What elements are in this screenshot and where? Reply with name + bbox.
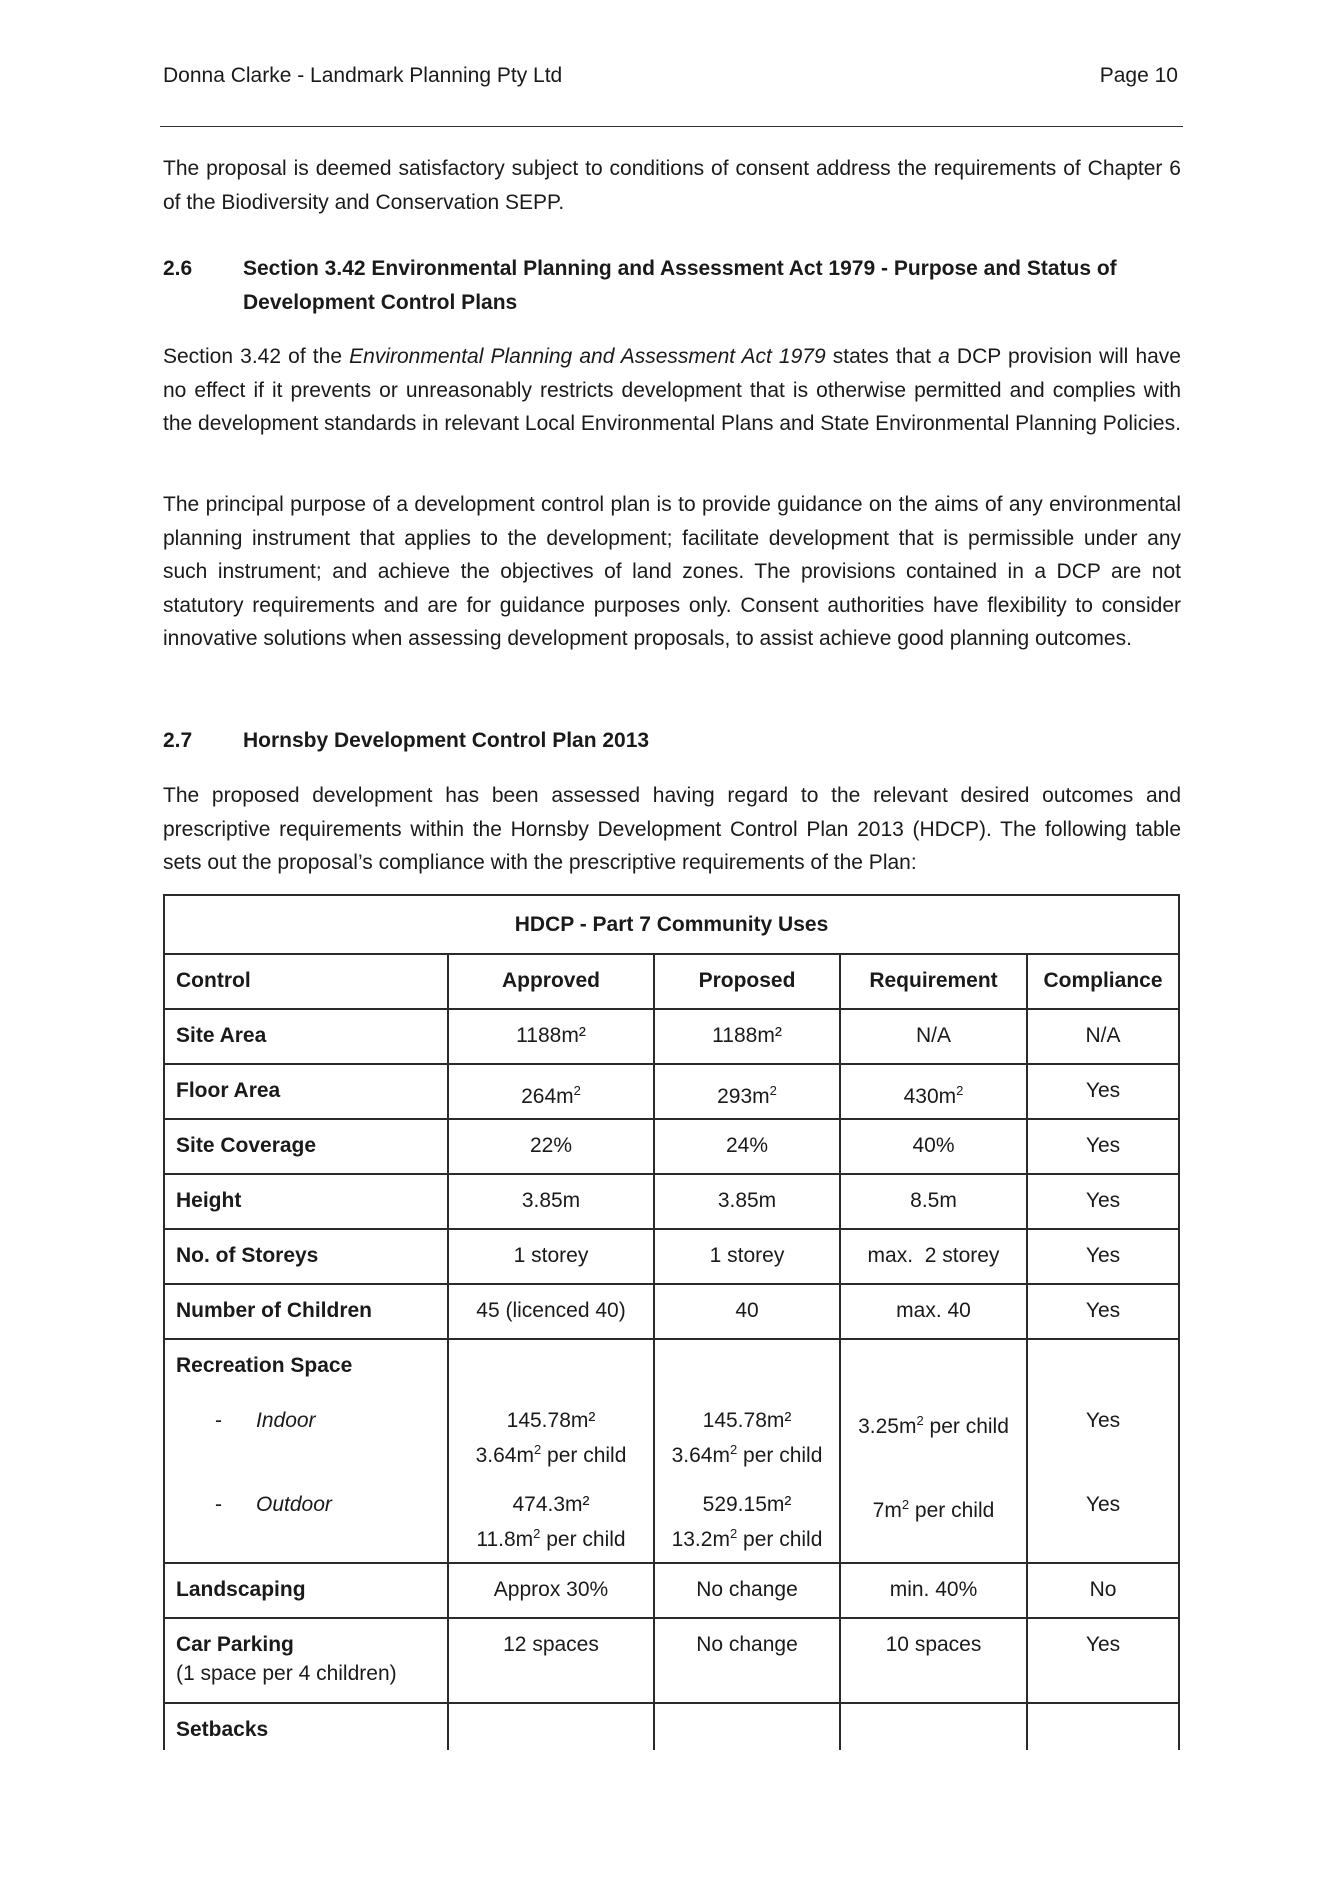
unit: per child bbox=[540, 1528, 626, 1551]
list-dash: - bbox=[215, 1493, 222, 1516]
text-run: Section 3.42 of the bbox=[163, 345, 350, 368]
cell-proposed bbox=[655, 1406, 839, 1470]
row-label-landscaping: Landscaping bbox=[176, 1578, 306, 1601]
cell-compliance: Yes bbox=[1085, 1079, 1121, 1102]
cell-requirement: min. 40% bbox=[889, 1578, 978, 1601]
superscript: 2 bbox=[533, 1526, 541, 1541]
section-2-7-paragraph: The proposed development has been assessed having regard to the relevant desired outcomes and prescriptive requirements within the Hornsby Development Control Plan 2013 (HDCP). The following table sets out the proposal’s compliance with the prescriptive requirements of the Plan: bbox=[163, 784, 1181, 874]
cell-compliance: Yes bbox=[1085, 1409, 1121, 1432]
superscript: 2 bbox=[533, 1442, 542, 1457]
cell-compliance: Yes bbox=[1085, 1189, 1121, 1212]
row-label-number-of-children: Number of Children bbox=[176, 1299, 373, 1322]
table-border bbox=[163, 894, 1180, 896]
table-border bbox=[1178, 894, 1180, 1750]
column-header-compliance: Compliance bbox=[1043, 969, 1163, 992]
unit: per child bbox=[737, 1444, 823, 1467]
hdcp-compliance-table bbox=[163, 894, 1180, 1750]
text-run: states that bbox=[825, 345, 939, 368]
cell-compliance: Yes bbox=[1085, 1493, 1121, 1516]
table-border bbox=[163, 894, 165, 1750]
cell-requirement: 10 spaces bbox=[885, 1633, 982, 1656]
label: Car Parking bbox=[176, 1633, 294, 1656]
cell-approved bbox=[449, 1490, 653, 1554]
superscript: 2 bbox=[729, 1526, 738, 1541]
cell-approved bbox=[449, 1406, 653, 1470]
cell-proposed: 1188m² bbox=[712, 1024, 782, 1047]
row-label-setbacks: Setbacks bbox=[176, 1718, 269, 1741]
cell-proposed: No change bbox=[696, 1633, 798, 1656]
value: 3.25m bbox=[858, 1415, 917, 1438]
value: 3.64m bbox=[671, 1444, 730, 1467]
cell-approved: 22% bbox=[529, 1134, 573, 1157]
superscript: 2 bbox=[573, 1083, 581, 1098]
cell-proposed: 40 bbox=[735, 1299, 759, 1322]
unit: per child bbox=[923, 1415, 1009, 1438]
sub-label-outdoor: Outdoor bbox=[256, 1493, 332, 1516]
intro-paragraph: The proposal is deemed satisfactory subject to conditions of consent address the requirements of Chapter 6 of the Biodiversity and Conservation SEPP. bbox=[163, 157, 1181, 214]
row-label-height: Height bbox=[176, 1189, 242, 1212]
section-number: 2.6 bbox=[163, 257, 193, 280]
column-header-requirement: Requirement bbox=[869, 969, 998, 992]
cell-proposed: 3.85m bbox=[717, 1189, 777, 1212]
section-number: 2.7 bbox=[163, 729, 193, 752]
value: 293m bbox=[717, 1085, 770, 1108]
value: 474.3m² bbox=[512, 1493, 590, 1516]
cell-compliance: N/A bbox=[1085, 1024, 1121, 1047]
column-header-control: Control bbox=[176, 969, 251, 992]
section-heading-2-7 bbox=[163, 724, 1181, 758]
cell-requirement: 40% bbox=[912, 1134, 955, 1157]
value: 11.8m bbox=[476, 1528, 534, 1551]
value-per-child bbox=[449, 1435, 653, 1470]
cell-proposed: 24% bbox=[725, 1134, 769, 1157]
cell-requirement: N/A bbox=[915, 1024, 951, 1047]
value: 3.64m bbox=[475, 1444, 534, 1467]
cell-approved: 1188m² bbox=[516, 1024, 586, 1047]
value: 529.15m² bbox=[702, 1493, 792, 1516]
cell-approved: 45 (licenced 40) bbox=[476, 1299, 626, 1322]
unit: per child bbox=[541, 1444, 627, 1467]
section-title: Hornsby Development Control Plan 2013 bbox=[243, 729, 650, 752]
sub-label-indoor: Indoor bbox=[256, 1409, 316, 1432]
value: 264m bbox=[521, 1085, 574, 1108]
text-run-italic: a bbox=[938, 345, 950, 368]
row-label-car-parking bbox=[176, 1630, 397, 1688]
superscript: 2 bbox=[956, 1083, 964, 1098]
section-2-6-paragraph-2: The principal purpose of a development control plan is to provide guidance on the aims of any environmental planning instrument that applies to the development; facilitate development that is permissible under any such instrument; and achieve the objectives of land zones. The provisions contained in a DCP are not statutory requirements and are for guidance purposes only. Consent authorities have flexibility to consider innovative solutions when assessing development proposals, to assist achieve good planning outcomes. bbox=[163, 493, 1181, 650]
cell-compliance: Yes bbox=[1085, 1299, 1121, 1322]
cell-compliance: No bbox=[1089, 1578, 1117, 1601]
header-author: Donna Clarke - Landmark Planning Pty Ltd bbox=[163, 64, 563, 87]
value: 7m bbox=[872, 1499, 902, 1522]
cell-compliance: Yes bbox=[1085, 1244, 1121, 1267]
header-rule bbox=[160, 126, 1183, 127]
page-number: Page 10 bbox=[1099, 64, 1178, 87]
cell-approved: 1 storey bbox=[513, 1244, 589, 1267]
cell-approved: 3.85m bbox=[521, 1189, 581, 1212]
cell-proposed bbox=[655, 1490, 839, 1554]
value-per-child bbox=[655, 1519, 839, 1554]
section-2-6-paragraph-1 bbox=[163, 340, 1181, 441]
value: 145.78m² bbox=[506, 1409, 596, 1432]
table-title: HDCP - Part 7 Community Uses bbox=[514, 913, 829, 936]
row-label-floor-area: Floor Area bbox=[176, 1079, 281, 1102]
superscript: 2 bbox=[769, 1083, 777, 1098]
section-title: Section 3.42 Environmental Planning and Assessment Act 1979 - Purpose and Status of Development Control Plans bbox=[243, 257, 1117, 314]
sublabel: (1 space per 4 children) bbox=[176, 1662, 397, 1685]
cell-compliance: Yes bbox=[1085, 1134, 1121, 1157]
cell-proposed: No change bbox=[696, 1578, 798, 1601]
value: 13.2m bbox=[671, 1528, 730, 1551]
row-label-site-coverage: Site Coverage bbox=[176, 1134, 317, 1157]
column-header-approved: Approved bbox=[501, 969, 600, 992]
cell-requirement bbox=[841, 1406, 1026, 1441]
cell-approved: Approx 30% bbox=[493, 1578, 609, 1601]
superscript: 2 bbox=[916, 1413, 924, 1428]
cell-requirement: max. 2 storey bbox=[867, 1244, 1000, 1267]
column-header-proposed: Proposed bbox=[698, 969, 796, 992]
value-per-child bbox=[449, 1519, 653, 1554]
superscript: 2 bbox=[729, 1442, 738, 1457]
cell-proposed bbox=[655, 1076, 839, 1111]
value: 430m bbox=[903, 1085, 957, 1108]
cell-requirement: max. 40 bbox=[896, 1299, 971, 1322]
cell-proposed: 1 storey bbox=[709, 1244, 785, 1267]
text-run: DCP provision will have no effect if it prevents or unreasonably restricts development that is otherwise permitted and complies with the development standards in relevant Local Environmental Plans and State Environmental Planning Policies. bbox=[163, 345, 1181, 435]
section-heading-2-6 bbox=[163, 252, 1181, 322]
cell-requirement: 8.5m bbox=[910, 1189, 957, 1212]
list-dash: - bbox=[215, 1409, 222, 1432]
unit: per child bbox=[737, 1528, 823, 1551]
cell-compliance: Yes bbox=[1085, 1633, 1121, 1656]
cell-requirement bbox=[841, 1490, 1026, 1525]
row-label-storeys: No. of Storeys bbox=[176, 1244, 319, 1267]
unit: per child bbox=[909, 1499, 995, 1522]
value: 145.78m² bbox=[702, 1409, 792, 1432]
cell-requirement bbox=[841, 1076, 1026, 1111]
value-per-child bbox=[655, 1435, 839, 1470]
cell-approved bbox=[449, 1076, 653, 1111]
superscript: 2 bbox=[901, 1497, 910, 1512]
cell-approved: 12 spaces bbox=[503, 1633, 599, 1656]
row-label-site-area: Site Area bbox=[176, 1024, 267, 1047]
act-name-italic: Environmental Planning and Assessment Act 1979 bbox=[349, 345, 826, 368]
row-label-recreation-space: Recreation Space bbox=[176, 1354, 353, 1377]
